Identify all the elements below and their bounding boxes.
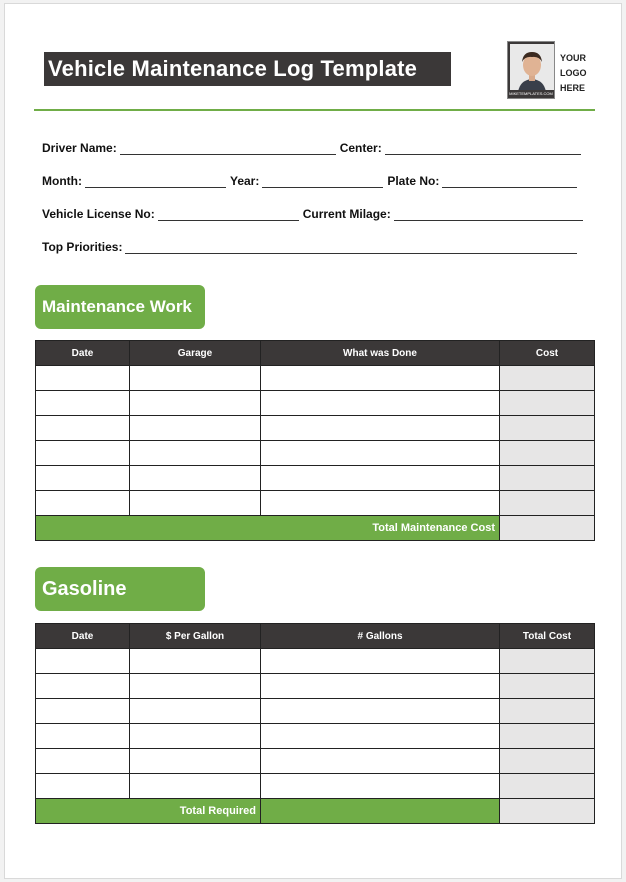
total-row [36, 516, 595, 541]
current-milage-label: Current Milage: [302, 207, 391, 221]
work-cell[interactable] [261, 391, 500, 416]
table-row [36, 466, 595, 491]
garage-cell[interactable] [130, 416, 261, 441]
maintenance-work-heading: Maintenance Work [35, 285, 205, 329]
table-row [36, 749, 595, 774]
table-row [36, 724, 595, 749]
gallons-cell[interactable] [261, 699, 500, 724]
work-cell[interactable] [261, 491, 500, 516]
date-cell[interactable] [36, 724, 130, 749]
year-label: Year: [229, 174, 260, 188]
month-label: Month: [42, 174, 82, 188]
col-cost: Cost [500, 341, 595, 366]
per-gallon-cell[interactable] [130, 774, 261, 799]
col-date: Date [36, 341, 130, 366]
cost-cell[interactable] [500, 391, 595, 416]
table-row [36, 366, 595, 391]
col-date: Date [36, 624, 130, 649]
table-row [36, 491, 595, 516]
plate-no-field[interactable] [442, 173, 577, 188]
center-field[interactable] [385, 140, 581, 155]
cost-cell[interactable] [500, 366, 595, 391]
center-label: Center: [339, 141, 382, 155]
per-gallon-cell[interactable] [130, 674, 261, 699]
gasoline-heading: Gasoline [35, 567, 205, 611]
vehicle-license-label: Vehicle License No: [42, 207, 155, 221]
total-cost-cell[interactable] [500, 649, 595, 674]
per-gallon-cell[interactable] [130, 649, 261, 674]
garage-cell[interactable] [130, 366, 261, 391]
date-cell[interactable] [36, 391, 130, 416]
date-cell[interactable] [36, 366, 130, 391]
cost-cell[interactable] [500, 491, 595, 516]
col-per-gallon: $ Per Gallon [130, 624, 261, 649]
col-garage: Garage [130, 341, 261, 366]
document-title: Vehicle Maintenance Log Template [44, 52, 451, 86]
total-cost-cell[interactable] [500, 774, 595, 799]
cost-cell[interactable] [500, 466, 595, 491]
total-cost-cell[interactable] [500, 674, 595, 699]
table-row [36, 774, 595, 799]
month-field[interactable] [85, 173, 226, 188]
driver-name-label: Driver Name: [42, 141, 117, 155]
gallons-cell[interactable] [261, 674, 500, 699]
date-cell[interactable] [36, 749, 130, 774]
date-cell[interactable] [36, 699, 130, 724]
field-row-month [42, 170, 577, 188]
year-field[interactable] [262, 173, 383, 188]
table-row [36, 416, 595, 441]
work-cell[interactable] [261, 441, 500, 466]
garage-cell[interactable] [130, 441, 261, 466]
garage-cell[interactable] [130, 466, 261, 491]
top-priorities-field[interactable] [125, 239, 577, 254]
field-row-license [42, 203, 583, 221]
table-row [36, 649, 595, 674]
col-gallons: # Gallons [261, 624, 500, 649]
total-maintenance-cost-cell[interactable] [500, 516, 595, 541]
logo-placeholder-text: YOUR LOGO HERE [560, 53, 587, 93]
date-cell[interactable] [36, 466, 130, 491]
date-cell[interactable] [36, 649, 130, 674]
date-cell[interactable] [36, 491, 130, 516]
cost-cell[interactable] [500, 441, 595, 466]
garage-cell[interactable] [130, 391, 261, 416]
maintenance-table [35, 340, 595, 541]
table-header-row [36, 341, 595, 366]
logo-photo [507, 41, 555, 99]
date-cell[interactable] [36, 674, 130, 699]
total-gallons-cell[interactable] [261, 799, 500, 824]
gallons-cell[interactable] [261, 724, 500, 749]
per-gallon-cell[interactable] [130, 749, 261, 774]
total-required-cell[interactable] [500, 799, 595, 824]
gallons-cell[interactable] [261, 749, 500, 774]
total-cost-cell[interactable] [500, 749, 595, 774]
total-cost-cell[interactable] [500, 724, 595, 749]
col-what-was-done: What was Done [261, 341, 500, 366]
current-milage-field[interactable] [394, 206, 583, 221]
field-row-priorities [42, 236, 577, 254]
header-divider [34, 109, 595, 111]
work-cell[interactable] [261, 366, 500, 391]
table-row [36, 699, 595, 724]
col-total-cost: Total Cost [500, 624, 595, 649]
vehicle-license-field[interactable] [158, 206, 299, 221]
table-row [36, 441, 595, 466]
per-gallon-cell[interactable] [130, 699, 261, 724]
gallons-cell[interactable] [261, 774, 500, 799]
total-row [36, 799, 595, 824]
total-maintenance-cost-label: Total Maintenance Cost [36, 516, 500, 541]
total-cost-cell[interactable] [500, 699, 595, 724]
table-row [36, 391, 595, 416]
gallons-cell[interactable] [261, 649, 500, 674]
table-row [36, 674, 595, 699]
date-cell[interactable] [36, 774, 130, 799]
table-header-row [36, 624, 595, 649]
total-required-label: Total Required [36, 799, 261, 824]
person-photo-icon [510, 44, 554, 92]
gasoline-table [35, 623, 595, 824]
driver-name-field[interactable] [120, 140, 336, 155]
cost-cell[interactable] [500, 416, 595, 441]
plate-no-label: Plate No: [387, 174, 440, 188]
per-gallon-cell[interactable] [130, 724, 261, 749]
logo-caption: MIKETEMPLATES.COM [509, 91, 553, 96]
garage-cell[interactable] [130, 491, 261, 516]
date-cell[interactable] [36, 441, 130, 466]
work-cell[interactable] [261, 416, 500, 441]
top-priorities-label: Top Priorities: [42, 240, 123, 254]
field-row-driver [42, 137, 581, 155]
date-cell[interactable] [36, 416, 130, 441]
work-cell[interactable] [261, 466, 500, 491]
